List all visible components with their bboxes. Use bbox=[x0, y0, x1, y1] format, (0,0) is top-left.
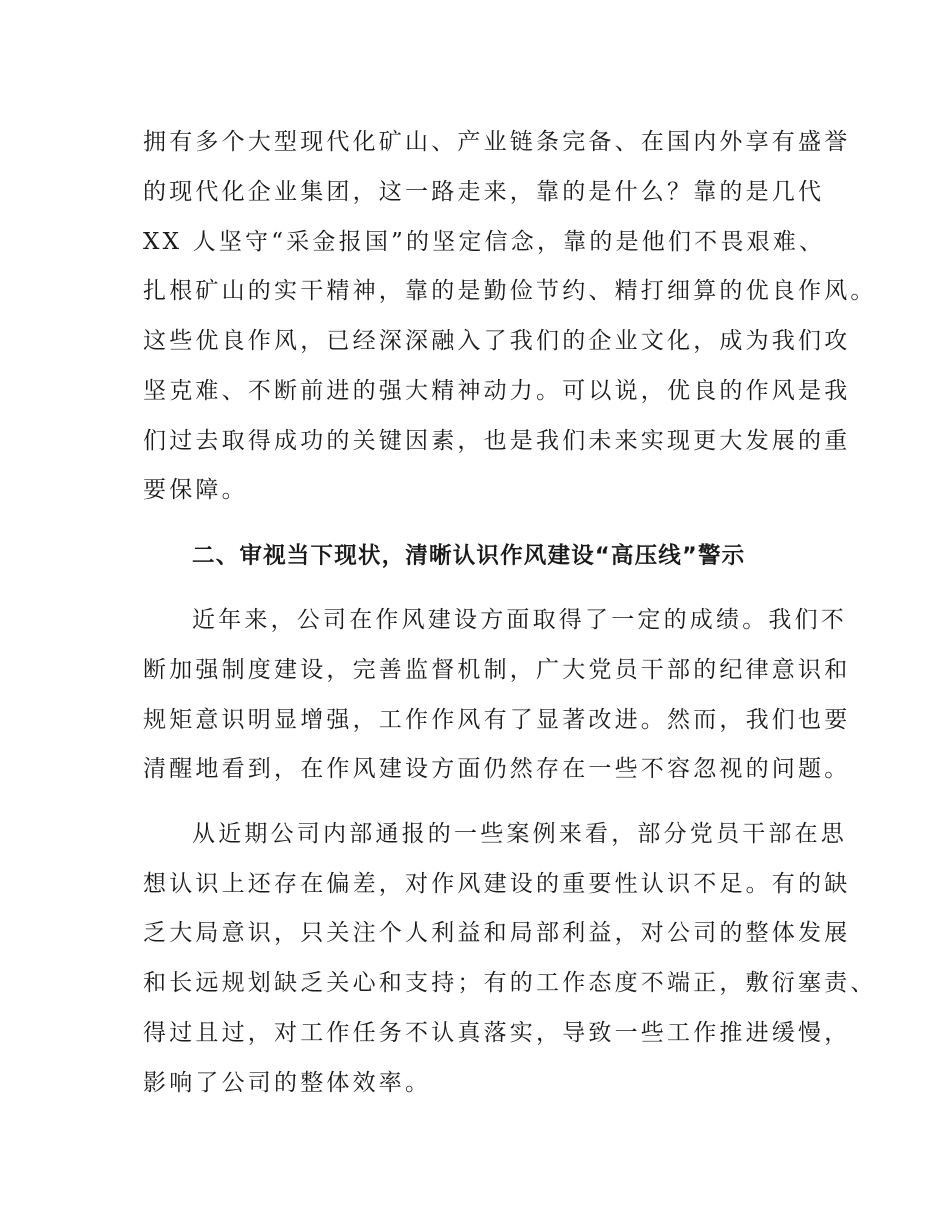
paragraph-line: 和长远规划缺乏关心和支持；有的工作态度不端正，敷衍塞责、 bbox=[143, 970, 877, 996]
paragraph-line: 清醒地看到，在作风建设方面仍然存在一些不容忽视的问题。 bbox=[143, 756, 851, 782]
paragraph-line: 这些优良作风，已经深深融入了我们的企业文化，成为我们攻 bbox=[143, 328, 851, 354]
paragraph-line: 乏大局意识，只关注个人利益和局部利益，对公司的整体发展 bbox=[143, 920, 851, 946]
paragraph-line: 从近期公司内部通报的一些案例来看，部分党员干部在思 bbox=[192, 821, 847, 847]
paragraph-line: 断加强制度建设，完善监督机制，广大党员干部的纪律意识和 bbox=[143, 657, 851, 683]
paragraph-line: 坚克难、不断前进的强大精神动力。可以说，优良的作风是我 bbox=[143, 378, 851, 404]
section-heading: 二、审视当下现状，清晰认识作风建设“高压线”警示 bbox=[192, 543, 746, 569]
paragraph-line: 影响了公司的整体效率。 bbox=[143, 1070, 432, 1096]
paragraph-line: 要保障。 bbox=[143, 477, 248, 503]
paragraph-line: 的现代化企业集团，这一路走来，靠的是什么？靠的是几代 bbox=[143, 179, 825, 205]
paragraph-line: 想认识上还存在偏差，对作风建设的重要性认识不足。有的缺 bbox=[143, 871, 851, 897]
paragraph-line: 们过去取得成功的关键因素，也是我们未来实现更大发展的重 bbox=[143, 428, 851, 454]
paragraph-line: 近年来，公司在作风建设方面取得了一定的成绩。我们不 bbox=[192, 607, 847, 633]
paragraph-line: 得过且过，对工作任务不认真落实，导致一些工作推进缓慢， bbox=[143, 1020, 851, 1046]
paragraph-line: XX 人坚守“采金报国”的坚定信念，靠的是他们不畏艰难、 bbox=[143, 229, 826, 255]
paragraph-line: 拥有多个大型现代化矿山、产业链条完备、在国内外享有盛誉 bbox=[143, 129, 851, 155]
paragraph-line: 规矩意识明显增强，工作作风有了显著改进。然而，我们也要 bbox=[143, 707, 851, 733]
paragraph-line: 扎根矿山的实干精神，靠的是勤俭节约、精打细算的优良作风。 bbox=[143, 278, 877, 304]
